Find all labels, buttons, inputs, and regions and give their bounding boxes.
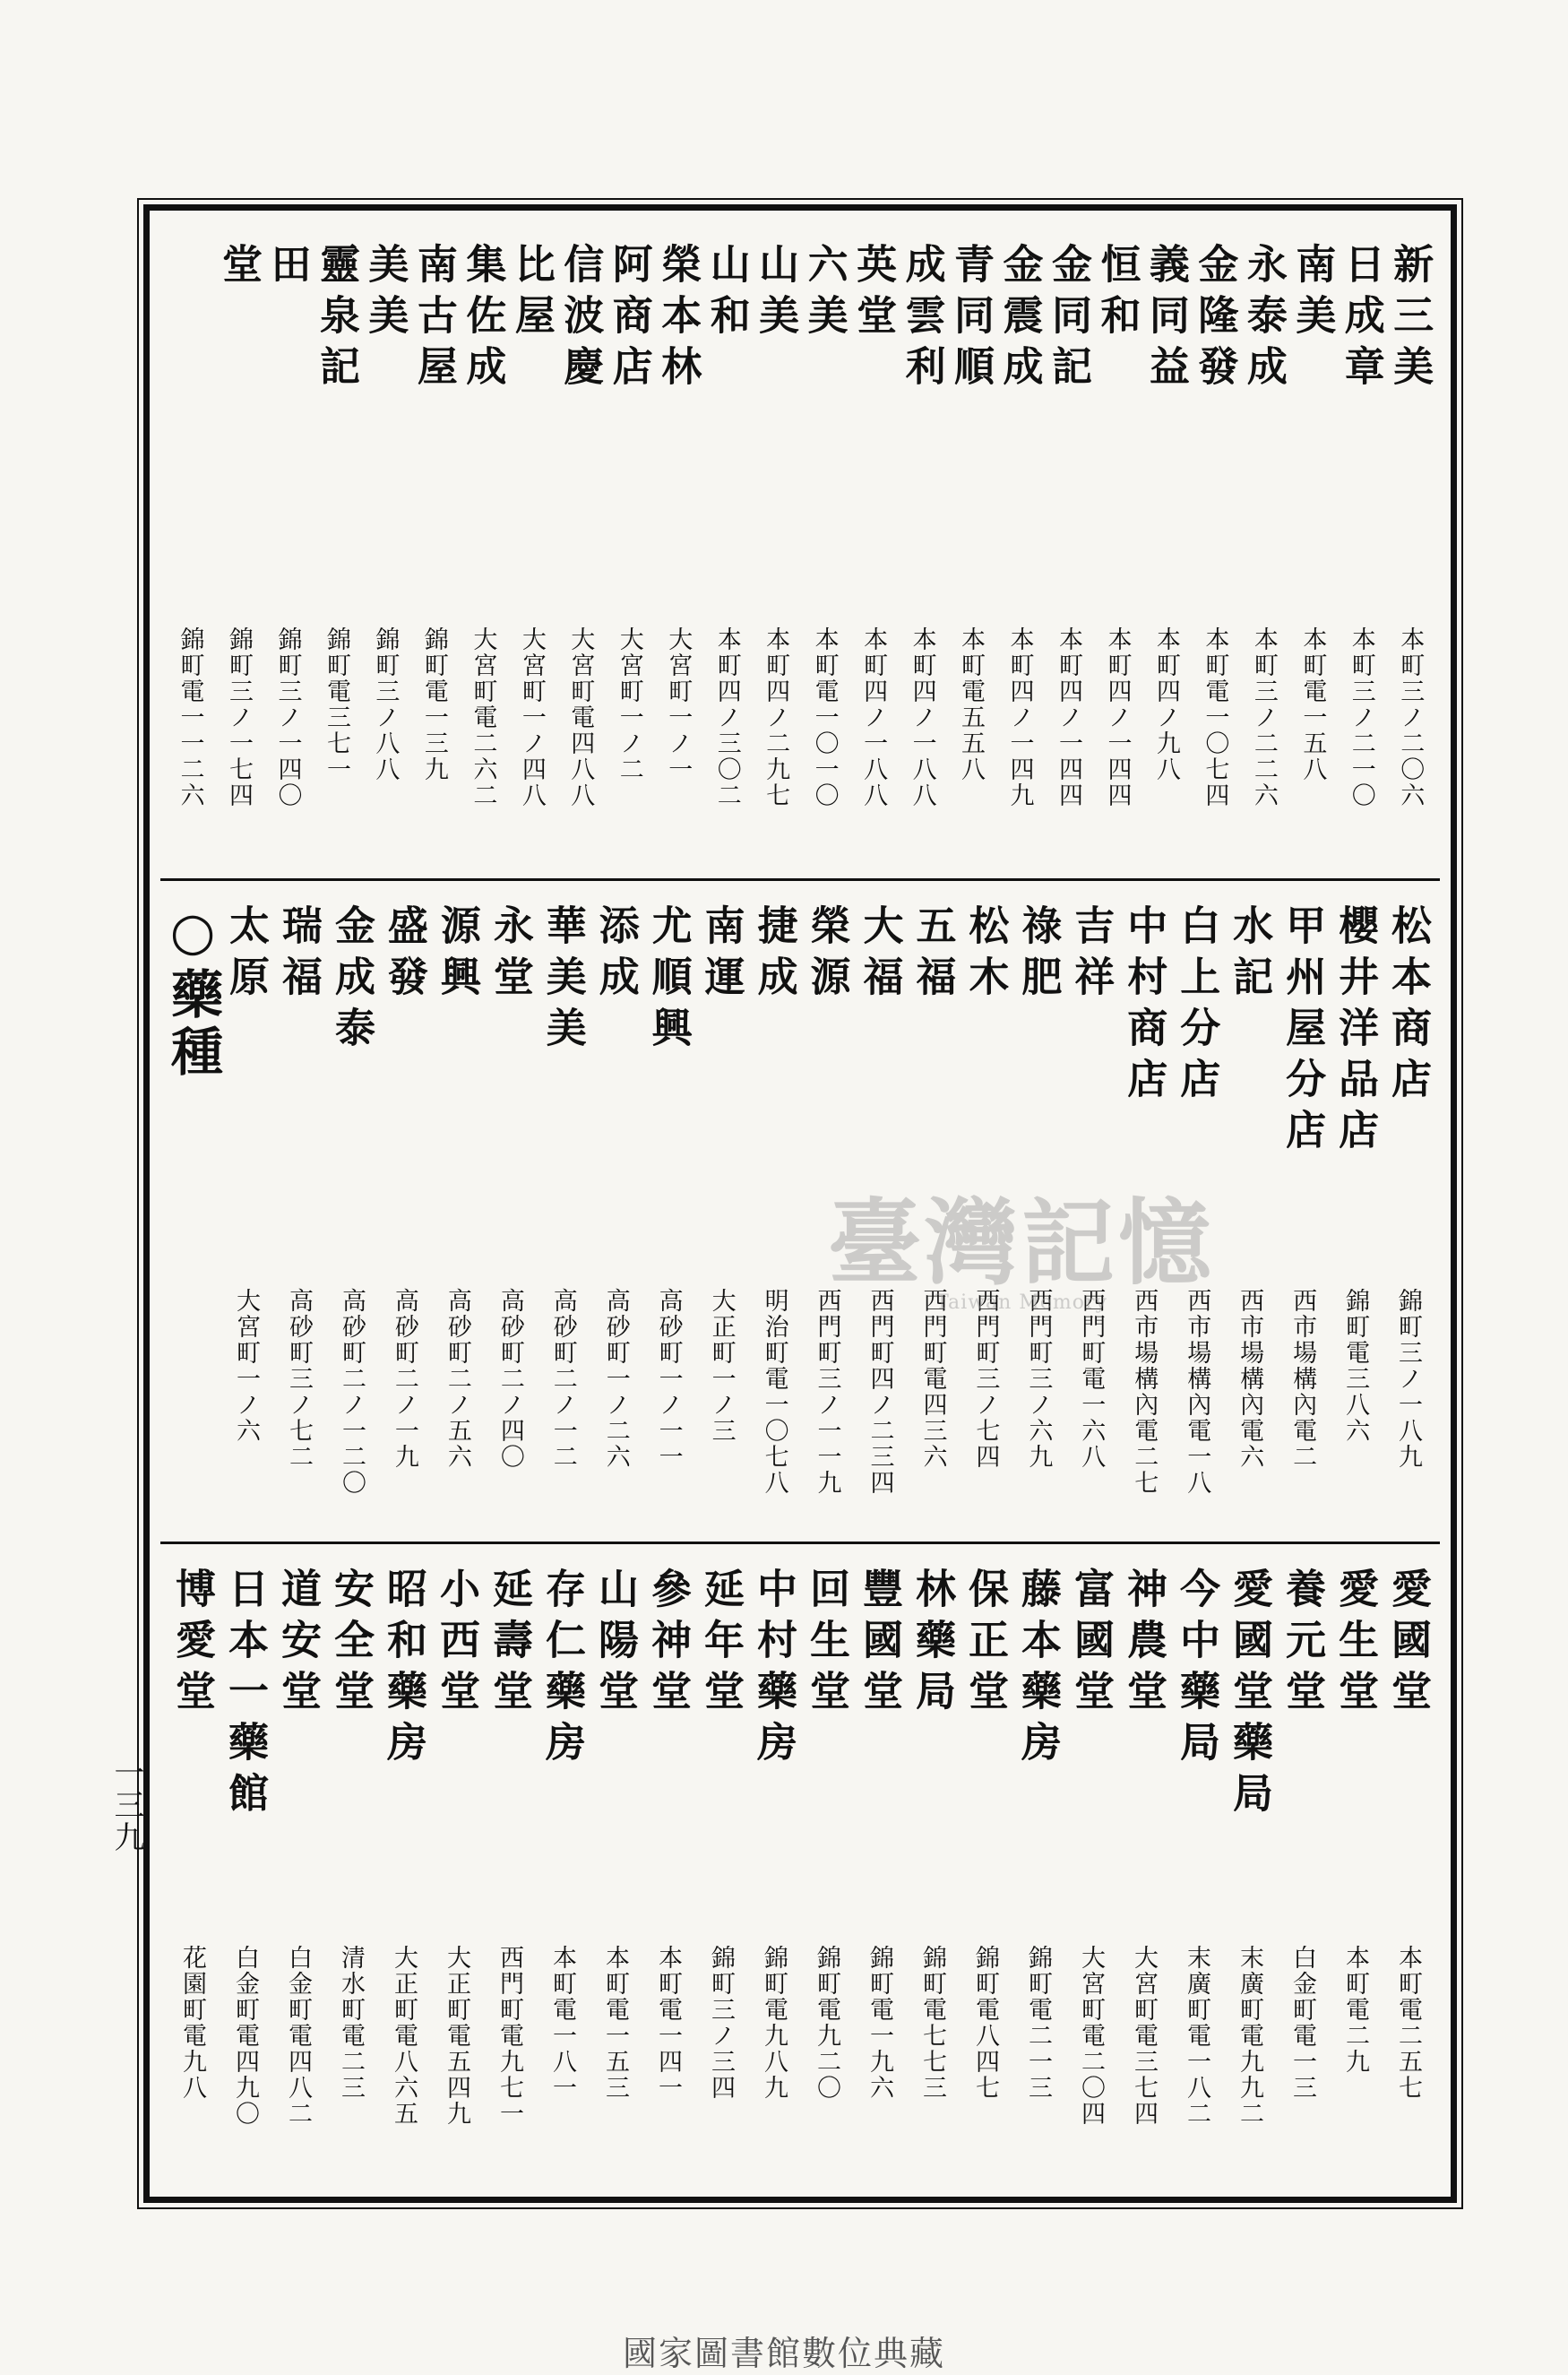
section-heading: ○藥種: [162, 901, 224, 1082]
shop-name: 盛發: [380, 904, 428, 1006]
directory-entry: [1044, 230, 1092, 876]
shop-name: 五福: [909, 904, 957, 1006]
shop-name: 南運: [697, 904, 745, 1006]
shop-address: 高砂町二ノ四〇: [495, 1288, 524, 1470]
shop-name: 堂: [215, 243, 263, 294]
directory-entry: [361, 230, 409, 876]
directory-entry: [800, 230, 849, 876]
section-divider: [160, 1542, 1440, 1544]
shop-name: 金震成: [995, 243, 1044, 396]
directory-entry: [312, 230, 360, 876]
shop-address: 本町電一〇一〇: [810, 626, 839, 808]
directory-section-1: [166, 230, 1434, 876]
shop-address: 西市場構內電二七: [1130, 1288, 1159, 1496]
shop-address: 大宮町電二〇四: [1077, 1944, 1105, 2127]
shop-address: 本町電一八一: [548, 1944, 576, 2101]
shop-address: 大正町電五四九: [443, 1944, 470, 2127]
shop-address: 本町四ノ二九七: [762, 626, 790, 808]
directory-entry: [483, 1555, 536, 2182]
shop-name: 白上分店: [1173, 904, 1221, 1109]
shop-address: 本町三ノ二二六: [1249, 626, 1278, 808]
directory-entry: [995, 230, 1044, 876]
shop-name: 中村商店: [1120, 904, 1168, 1109]
shop-address: 本町四ノ一八八: [908, 626, 936, 808]
shop-name: 日本一藥館: [221, 1568, 269, 1823]
shop-address: 大宮町電三七四: [1130, 1944, 1158, 2127]
directory-entry: [589, 1555, 642, 2182]
shop-name: 信波慶: [556, 243, 605, 396]
shop-address: 西門町電四三六: [918, 1288, 947, 1470]
directory-entry: [325, 892, 378, 1537]
shop-address: 錦町三ノ八八: [371, 626, 400, 782]
shop-address: 大宮町一ノ四八: [517, 626, 546, 808]
shop-name: 保正堂: [961, 1568, 1009, 1721]
directory-entry: [272, 892, 325, 1537]
shop-address: 高砂町三ノ七二: [285, 1288, 313, 1470]
page-frame: [143, 204, 1457, 2203]
shop-name: 昭和藥房: [380, 1568, 427, 1772]
directory-entry: [1064, 892, 1117, 1537]
directory-entry: [1064, 1555, 1117, 2182]
shop-name: 太原: [222, 904, 271, 1006]
shop-name: 源興: [433, 904, 481, 1006]
directory-entry: [1382, 892, 1434, 1537]
shop-name: 金同記: [1044, 243, 1092, 396]
shop-name: 松本商店: [1384, 904, 1433, 1109]
shop-address: 本町四ノ三〇二: [712, 626, 741, 808]
shop-name: 華美美: [538, 904, 587, 1058]
directory-entry: [748, 892, 801, 1537]
shop-name: 中村藥房: [750, 1568, 797, 1772]
directory-entry: [484, 892, 537, 1537]
directory-entry: [1012, 1555, 1064, 2182]
directory-entry: [409, 230, 458, 876]
shop-name: 小西堂: [433, 1568, 480, 1721]
directory-entry: [1012, 892, 1064, 1537]
directory-entry: [642, 1555, 694, 2182]
shop-address: 明治町電一〇七八: [760, 1288, 788, 1496]
shop-address: 本町電二九: [1341, 1944, 1369, 2075]
shop-name: 水記: [1226, 904, 1274, 1006]
shop-address: 西門町三ノ六九: [1024, 1288, 1053, 1470]
directory-entry: [459, 230, 507, 876]
directory-entry: [751, 230, 799, 876]
shop-address: 高砂町一ノ二六: [601, 1288, 630, 1470]
shop-address: 錦町電三七一: [322, 626, 350, 782]
directory-entry: [605, 230, 653, 876]
shop-address: 錦町電七七三: [918, 1944, 946, 2101]
shop-name: 新三美: [1386, 243, 1434, 396]
shop-address: 本町三ノ二一〇: [1347, 626, 1375, 808]
shop-name: 吉祥: [1067, 904, 1116, 1006]
shop-address: 西門町四ノ二三四: [866, 1288, 894, 1496]
shop-address: 錦町三ノ一四〇: [273, 626, 302, 808]
directory-entry: [220, 892, 272, 1537]
shop-name: 田: [263, 243, 312, 294]
shop-address: 西市場構內電一八: [1183, 1288, 1211, 1496]
shop-name: 金成泰: [327, 904, 375, 1058]
shop-name: 瑞福: [275, 904, 323, 1006]
directory-entry: [271, 1555, 324, 2182]
shop-address: 本町四ノ一八八: [859, 626, 888, 808]
shop-name: 南美: [1288, 243, 1337, 345]
directory-entry: [853, 1555, 906, 2182]
directory-entry: [1288, 230, 1337, 876]
shop-address: 本町電二五七: [1394, 1944, 1422, 2101]
shop-address: 本町四ノ一四四: [1054, 626, 1082, 808]
directory-entry: [1329, 892, 1382, 1537]
shop-name: 比屋: [507, 243, 556, 345]
watermark-main: 臺灣記憶: [827, 1188, 1215, 1298]
shop-address: 本町電一五三: [601, 1944, 629, 2101]
shop-name: 豐國堂: [856, 1568, 903, 1721]
shop-name: 道安堂: [274, 1568, 322, 1721]
shop-address: 錦町三ノ一七四: [225, 626, 254, 808]
shop-name: 六美: [800, 243, 849, 345]
shop-name: 藤本藥房: [1014, 1568, 1062, 1772]
shop-address: 錦町電二一三: [1024, 1944, 1052, 2101]
shop-address: 錦町電一三九: [419, 626, 448, 782]
directory-entry: [378, 892, 431, 1537]
directory-entry: [1223, 892, 1276, 1537]
shop-address: 錦町電九八九: [760, 1944, 788, 2101]
directory-entry: [590, 892, 642, 1537]
shop-name: 金隆發: [1191, 243, 1239, 396]
shop-address: 錦町電九二〇: [813, 1944, 840, 2101]
directory-entry: [906, 892, 959, 1537]
directory-entry: [263, 230, 312, 876]
page-number: 一三九: [108, 1757, 144, 1853]
directory-entry: [1239, 230, 1288, 876]
shop-name: 甲州屋分店: [1279, 904, 1327, 1160]
shop-name: 捷成: [750, 904, 798, 1006]
directory-entry: [959, 892, 1012, 1537]
shop-name: 尤順興: [644, 904, 693, 1058]
shop-address: 西門町電九七一: [495, 1944, 523, 2127]
directory-entry: [1170, 892, 1223, 1537]
shop-address: 大宮町電二六二: [469, 626, 497, 808]
shop-name: 養元堂: [1279, 1568, 1326, 1721]
directory-entry: [166, 230, 214, 876]
shop-name: 山美: [752, 243, 800, 345]
shop-address: 本町四ノ一四四: [1103, 626, 1132, 808]
shop-address: 錦町電八四七: [971, 1944, 999, 2101]
shop-address: 本町電一四一: [654, 1944, 682, 2101]
shop-name: 愛國堂藥局: [1226, 1568, 1273, 1823]
directory-entry: [849, 230, 897, 876]
shop-address: 大正町電八六五: [390, 1944, 418, 2127]
directory-entry: [1191, 230, 1239, 876]
shop-name: 恒和: [1093, 243, 1142, 345]
shop-name: 神農堂: [1120, 1568, 1167, 1721]
shop-name: 富國堂: [1067, 1568, 1115, 1721]
shop-address: 錦町三ノ三四: [707, 1944, 735, 2101]
shop-address: 高砂町一ノ一一: [654, 1288, 683, 1470]
directory-section-3: [166, 1555, 1434, 2182]
shop-name: 山陽堂: [591, 1568, 639, 1721]
shop-name: 添成: [591, 904, 640, 1006]
directory-entry: [800, 1555, 853, 2182]
shop-name: 櫻井洋品店: [1331, 904, 1380, 1160]
shop-name: 祿肥: [1014, 904, 1063, 1006]
shop-name: 南古屋: [409, 243, 458, 396]
section-divider: [160, 878, 1440, 881]
directory-entry: [537, 892, 590, 1537]
directory-entry: [654, 230, 702, 876]
shop-address: 西門町三ノ七四: [971, 1288, 1000, 1470]
directory-entry: [1276, 892, 1329, 1537]
shop-name: 延年堂: [697, 1568, 745, 1721]
shop-name: 美美: [361, 243, 409, 345]
directory-entry: [431, 892, 484, 1537]
directory-entry: [1329, 1555, 1382, 2182]
shop-address: 西市場構內電二: [1288, 1288, 1317, 1470]
shop-address: 錦町電三八六: [1341, 1288, 1370, 1444]
shop-address: 錦町電一九六: [866, 1944, 893, 2101]
directory-entry: [1223, 1555, 1276, 2182]
shop-address: 高砂町二ノ一九: [390, 1288, 418, 1470]
shop-name: 回生堂: [803, 1568, 850, 1721]
shop-address: 本町電五五八: [957, 626, 986, 782]
shop-name: 義同益: [1142, 243, 1190, 396]
directory-entry: [702, 230, 751, 876]
shop-address: 高砂町二ノ一二〇: [337, 1288, 366, 1496]
directory-entry: [1117, 892, 1170, 1537]
shop-address: 大宮町一ノ六: [232, 1288, 261, 1444]
directory-entry: [747, 1555, 800, 2182]
shop-name: 永泰成: [1239, 243, 1288, 396]
shop-name: 安全堂: [327, 1568, 375, 1721]
shop-address: 高砂町二ノ五六: [443, 1288, 471, 1470]
shop-address: 白金町電四九〇: [231, 1944, 259, 2127]
directory-entry: [694, 1555, 747, 2182]
shop-address: 白金町電一三: [1288, 1944, 1316, 2101]
shop-address: 大宮町一ノ二: [615, 626, 643, 782]
shop-name: 成雲利: [898, 243, 946, 396]
shop-address: 錦町電一一二六: [176, 626, 204, 808]
shop-name: 阿商店: [605, 243, 653, 396]
shop-address: 本町四ノ九八: [1151, 626, 1180, 782]
directory-entry: [695, 892, 748, 1537]
shop-address: 本町四ノ一四九: [1005, 626, 1034, 808]
directory-entry: [854, 892, 907, 1537]
directory-entry: [642, 892, 695, 1537]
shop-address: 末廣町電九九二: [1236, 1944, 1263, 2127]
directory-entry: [430, 1555, 483, 2182]
footer-credit: 國家圖書館數位典藏: [622, 2334, 945, 2373]
shop-address: 清水町電二三: [337, 1944, 365, 2101]
shop-address: 高砂町二ノ一二: [548, 1288, 577, 1470]
directory-entry: [214, 230, 263, 876]
shop-address: 西市場構內電六: [1236, 1288, 1264, 1470]
shop-name: 林藥局: [909, 1568, 956, 1721]
directory-entry: [1117, 1555, 1170, 2182]
directory-entry: [507, 230, 556, 876]
directory-entry: [946, 230, 995, 876]
section-heading-column: [162, 892, 224, 1537]
directory-entry: [898, 230, 946, 876]
shop-name: 永堂: [486, 904, 534, 1006]
shop-name: 山和: [702, 243, 751, 345]
shop-address: 花園町電九八: [178, 1944, 206, 2101]
shop-name: 松木: [961, 904, 1010, 1006]
directory-entry: [1382, 1555, 1434, 2182]
directory-entry: [959, 1555, 1012, 2182]
shop-name: 延壽堂: [486, 1568, 533, 1721]
shop-name: 愛生堂: [1331, 1568, 1379, 1721]
directory-entry: [219, 1555, 271, 2182]
shop-name: 英堂: [849, 243, 898, 345]
shop-address: 西門町電一六八: [1077, 1288, 1106, 1470]
shop-name: 靈泉記: [312, 243, 360, 396]
shop-name: 大福: [856, 904, 904, 1006]
shop-name: 日成章: [1337, 243, 1385, 396]
directory-entry: [377, 1555, 430, 2182]
directory-entry: [906, 1555, 959, 2182]
shop-address: 白金町電四八二: [284, 1944, 312, 2127]
shop-address: 末廣町電一八二: [1183, 1944, 1210, 2127]
directory-section-2: [162, 892, 1434, 1537]
shop-name: 青同順: [947, 243, 995, 396]
directory-entry: [1276, 1555, 1329, 2182]
shop-name: 集佐成: [459, 243, 507, 396]
directory-entry: [1386, 230, 1434, 876]
directory-entry: [536, 1555, 589, 2182]
directory-entry: [556, 230, 605, 876]
directory-entry: [166, 1555, 219, 2182]
shop-address: 本町電一〇七四: [1201, 626, 1229, 808]
shop-address: 本町電一五八: [1298, 626, 1327, 782]
directory-entry: [801, 892, 854, 1537]
directory-entry: [324, 1555, 377, 2182]
shop-address: 大宮町電四八八: [566, 626, 595, 808]
directory-entry: [1142, 230, 1190, 876]
shop-name: 參神堂: [644, 1568, 692, 1721]
shop-address: 西門町三ノ一一九: [813, 1288, 841, 1496]
directory-entry: [1337, 230, 1385, 876]
shop-address: 大宮町一ノ一: [664, 626, 693, 782]
directory-entry: [1170, 1555, 1223, 2182]
shop-name: 榮源: [803, 904, 851, 1006]
directory-entry: [1093, 230, 1142, 876]
shop-name: 愛國堂: [1384, 1568, 1432, 1721]
watermark-sub: Taiwan Memory: [935, 1291, 1107, 1314]
shop-address: 本町三ノ二〇六: [1396, 626, 1425, 808]
shop-name: 今中藥局: [1173, 1568, 1220, 1772]
shop-name: 榮本林: [654, 243, 702, 396]
shop-name: 博愛堂: [168, 1568, 216, 1721]
shop-address: 大正町一ノ三: [707, 1288, 736, 1444]
shop-name: 存仁藥房: [538, 1568, 586, 1772]
shop-address: 錦町三ノ一八九: [1394, 1288, 1423, 1470]
